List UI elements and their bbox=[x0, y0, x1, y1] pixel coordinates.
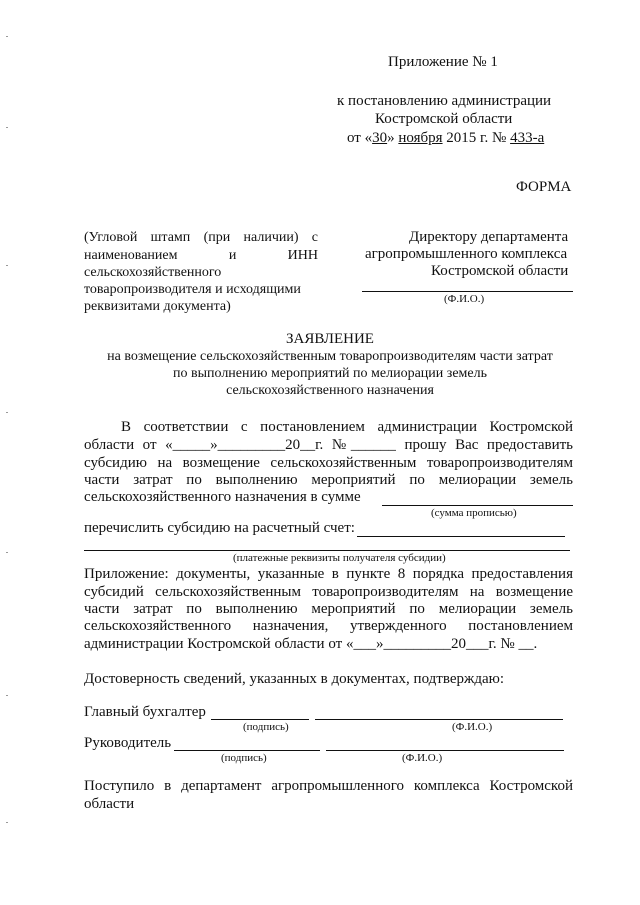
addressee-line-1: Директору департамента bbox=[409, 229, 569, 245]
appendix-line-3: части затрат по выполнению мероприятий по мелиорации земель bbox=[84, 601, 573, 617]
stamp-line-1: (Угловой штамп (при наличии) с bbox=[84, 230, 318, 245]
addressee-line-3: Костромской области bbox=[431, 263, 569, 279]
stamp-line-4: товаропроизводителя и исходящими bbox=[84, 282, 301, 297]
para1-line-1: В соответствии с постановлением администрации Костромской bbox=[121, 419, 573, 435]
amount-caption: (сумма прописью) bbox=[431, 507, 517, 519]
accountant-sign-caption: (подпись) bbox=[243, 721, 289, 733]
received-line-2: области bbox=[84, 796, 135, 812]
scan-mark bbox=[6, 695, 8, 696]
addressee-line-2: агропромышленного комплекса bbox=[365, 246, 568, 262]
head-fio-caption: (Ф.И.О.) bbox=[402, 752, 443, 764]
requisites-line bbox=[84, 550, 570, 551]
accountant-fio-caption: (Ф.И.О.) bbox=[452, 721, 493, 733]
para1-line-4: части затрат по выполнению мероприятий по мелиорации земель bbox=[84, 472, 573, 488]
statement-heading: ЗАЯВЛЕНИЕ bbox=[286, 331, 374, 347]
para1-line-3: субсидию на возмещение сельскохозяйственным товаропроизводителям bbox=[84, 455, 573, 471]
scan-mark bbox=[6, 552, 8, 553]
scan-mark bbox=[6, 822, 8, 823]
addressee-fio-line bbox=[362, 291, 573, 292]
appendix-month: ноября bbox=[398, 130, 443, 146]
head-sign-line bbox=[174, 750, 320, 751]
account-line bbox=[357, 536, 565, 537]
stamp-line-5: реквизитами документа) bbox=[84, 299, 231, 314]
form-label: ФОРМА bbox=[516, 179, 572, 195]
accountant-sign-line bbox=[211, 719, 309, 720]
received-line-1: Поступило в департамент агропромышленного комплекса Костромской bbox=[84, 778, 573, 794]
scan-mark bbox=[6, 412, 8, 413]
confirm-text: Достоверность сведений, указанных в документах, подтверждаю: bbox=[84, 671, 505, 687]
statement-subtitle-3: сельскохозяйственного назначения bbox=[226, 383, 434, 398]
para1-line-5: сельскохозяйственного назначения в сумме bbox=[84, 489, 361, 505]
accountant-label: Главный бухгалтер bbox=[84, 704, 206, 720]
scan-mark bbox=[6, 265, 8, 266]
appendix-day: 30 bbox=[372, 130, 388, 146]
requisites-caption: (платежные реквизиты получателя субсидии) bbox=[233, 552, 446, 564]
appendix-line-4: сельскохозяйственного назначения, утвержденного постановлением bbox=[84, 618, 573, 634]
scan-mark bbox=[6, 127, 8, 128]
appendix-number: 433-а bbox=[510, 130, 545, 146]
appendix-title: Приложение № 1 bbox=[388, 54, 498, 70]
statement-subtitle-2: по выполнению мероприятий по мелиорации земель bbox=[173, 366, 487, 381]
appendix-line-5: администрации Костромской области от «___»_________20___г. № __. bbox=[84, 636, 538, 652]
para1-line-2: области от «_____»_________20__г. №______ прошу Вас предоставить bbox=[84, 437, 573, 453]
head-sign-caption: (подпись) bbox=[221, 752, 267, 764]
transfer-label: перечислить субсидию на расчетный счет: bbox=[84, 520, 355, 536]
statement-subtitle-1: на возмещение сельскохозяйственным товаропроизводителям части затрат bbox=[107, 349, 553, 364]
scan-mark bbox=[6, 36, 8, 37]
accountant-fio-line bbox=[315, 719, 563, 720]
appendix-line-1: Приложение: документы, указанные в пункте 8 порядка предоставления bbox=[84, 566, 573, 582]
head-fio-line bbox=[326, 750, 564, 751]
stamp-line-2: наименованием и ИНН bbox=[84, 248, 318, 263]
appendix-line-2: субсидий сельскохозяйственным товаропроизводителям на возмещение bbox=[84, 584, 573, 600]
appendix-date: от «30» ноября 2015 г. № 433-а bbox=[347, 130, 545, 146]
head-label: Руководитель bbox=[84, 735, 172, 751]
addressee-fio-caption: (Ф.И.О.) bbox=[444, 293, 485, 305]
appendix-resolution: к постановлению администрации bbox=[337, 93, 552, 109]
amount-line bbox=[382, 505, 573, 506]
appendix-region: Костромской области bbox=[375, 111, 513, 127]
stamp-line-3: сельскохозяйственного bbox=[84, 265, 222, 280]
